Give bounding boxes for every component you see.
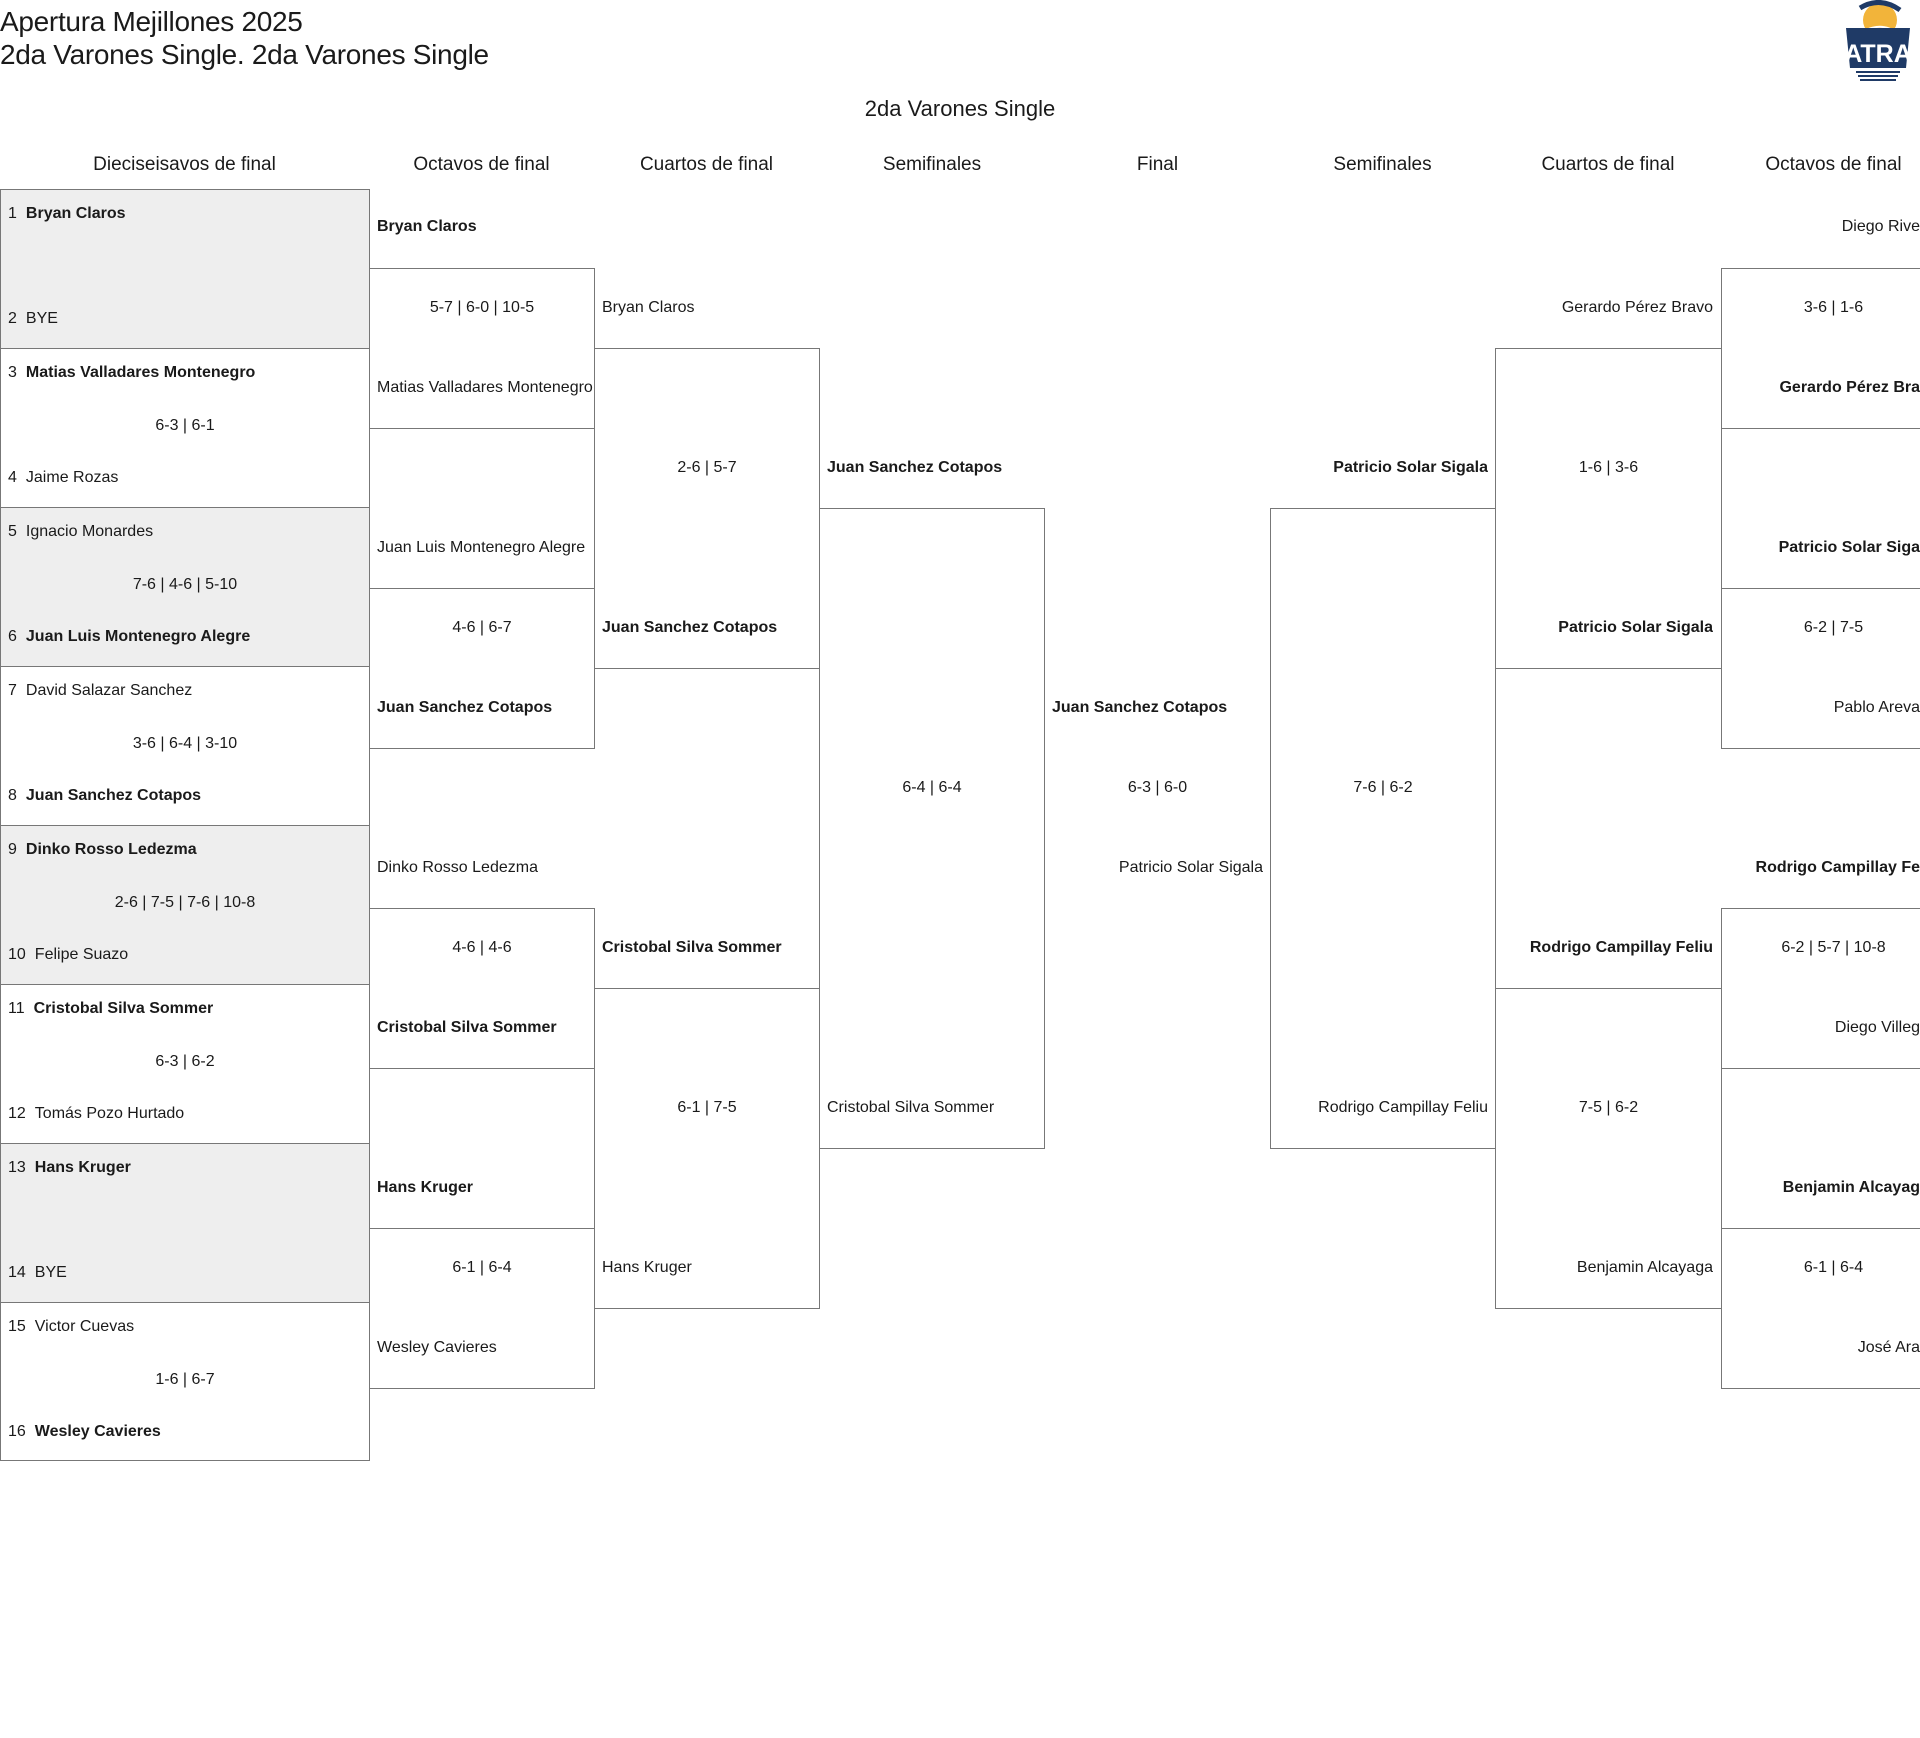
r32-m6-player2[interactable]: 12 Tomás Pozo Hurtado [8,1105,185,1122]
r32-m4-score: 3-6 | 6-4 | 3-10 [132,735,238,752]
r16-right-m2-score: 6-2 | 7-5 [1803,619,1864,636]
final-score: 6-3 | 6-0 [1127,779,1188,796]
r16-left-m3-player1[interactable]: Dinko Rosso Ledezma [377,859,538,876]
r16-left-match-3 [369,908,595,1069]
r16-left-m2-player2[interactable]: Juan Sanchez Cotapos [377,699,553,716]
r16-right-match-1 [1721,268,1920,429]
sf-right-player2[interactable]: Rodrigo Campillay Feliu [1318,1099,1488,1116]
r16-left-m4-player1[interactable]: Hans Kruger [377,1179,474,1196]
qf-right-m1-player1[interactable]: Gerardo Pérez Bravo [1561,299,1713,316]
r16-left-m2-score: 4-6 | 6-7 [452,619,512,636]
r32-m8-player1[interactable]: 15 Victor Cuevas [8,1318,135,1335]
qf-right-m1-player2[interactable]: Patricio Solar Sigala [1558,619,1713,636]
r32-m5-player2[interactable]: 10 Felipe Suazo [8,946,129,963]
r16-left-match-1 [369,268,595,429]
r32-m4-player2[interactable]: 8 Juan Sanchez Cotapos [8,787,202,804]
r32-m4-player1[interactable]: 7 David Salazar Sanchez [8,682,193,699]
r16-left-match-2 [369,588,595,749]
round-header-sf-left: Semifinales [882,154,982,175]
final-player1[interactable]: Juan Sanchez Cotapos [1052,699,1228,716]
qf-right-m2-player2[interactable]: Benjamin Alcayaga [1576,1259,1713,1276]
qf-right-m1-score: 1-6 | 3-6 [1578,459,1639,476]
sf-left-player2[interactable]: Cristobal Silva Sommer [827,1099,995,1116]
round-header-sf-right: Semifinales [1333,154,1432,175]
qf-left-m2-score: 6-1 | 7-5 [677,1099,737,1116]
qf-left-m1-score: 2-6 | 5-7 [677,459,737,476]
qf-left-m1-player2[interactable]: Juan Sanchez Cotapos [602,619,778,636]
category-title: 2da Varones Single. 2da Varones Single [0,39,489,70]
r16-left-m3-score: 4-6 | 4-6 [452,939,512,956]
r32-m5-player1[interactable]: 9 Dinko Rosso Ledezma [8,841,197,858]
r16-right-match-3 [1721,908,1920,1069]
qf-right-m2-player1[interactable]: Rodrigo Campillay Feliu [1529,939,1713,956]
r16-left-m4-score: 6-1 | 6-4 [452,1259,512,1276]
final-player2[interactable]: Patricio Solar Sigala [1118,859,1263,876]
r32-m7-player1[interactable]: 13 Hans Kruger [8,1159,131,1176]
r32-m3-player2[interactable]: 6 Juan Luis Montenegro Alegre [8,628,251,645]
round-header-r16-right: Octavos de final [1765,154,1902,175]
qf-right-m2-score: 7-5 | 6-2 [1578,1099,1639,1116]
r16-left-m1-player1[interactable]: Bryan Claros [377,218,477,235]
r32-m3-player1[interactable]: 5 Ignacio Monardes [8,523,154,540]
atra-logo [1840,0,1916,84]
r32-m5-score: 2-6 | 7-5 | 7-6 | 10-8 [114,894,256,911]
r16-left-m1-score: 5-7 | 6-0 | 10-5 [429,299,535,316]
r16-right-m4-player2[interactable]: José Ara [1857,1339,1920,1356]
r32-m7-player2[interactable]: 14 BYE [8,1264,67,1281]
r32-m1-player2[interactable]: 2 BYE [8,310,58,327]
round-header-qf-left: Cuartos de final [639,154,774,175]
r32-m3-score: 7-6 | 4-6 | 5-10 [132,576,238,593]
r32-m8-score: 1-6 | 6-7 [155,1371,215,1388]
r16-right-m1-player2[interactable]: Gerardo Pérez Bra [1779,379,1920,396]
round-header-qf-right: Cuartos de final [1541,154,1675,175]
r16-left-m4-player2[interactable]: Wesley Cavieres [377,1339,497,1356]
r16-left-m3-player2[interactable]: Cristobal Silva Sommer [377,1019,557,1036]
r16-right-m4-player1[interactable]: Benjamin Alcayag [1782,1179,1920,1196]
r16-right-m3-score: 6-2 | 5-7 | 10-8 [1781,939,1886,956]
tournament-title: Apertura Mejillones 2025 [0,6,303,37]
bracket-title: 2da Varones Single [864,96,1056,121]
r16-right-match-2 [1721,588,1920,749]
round-header-final: Final [1136,154,1179,175]
r16-right-m2-player2[interactable]: Pablo Areva [1833,699,1920,716]
r32-m8-player2[interactable]: 16 Wesley Cavieres [8,1423,161,1440]
svg-text:ATRA: ATRA [1844,40,1912,68]
sf-left-match [819,508,1045,1149]
r32-m2-score: 6-3 | 6-1 [155,417,215,434]
sf-left-score: 6-4 | 6-4 [902,779,962,796]
r16-right-m3-player2[interactable]: Diego Villeg [1834,1019,1920,1036]
r16-right-match-4 [1721,1228,1920,1389]
r16-left-match-4 [369,1228,595,1389]
sf-left-player1[interactable]: Juan Sanchez Cotapos [827,459,1003,476]
sf-right-match [1270,508,1496,1149]
r16-right-m3-player1[interactable]: Rodrigo Campillay Fe [1755,859,1920,876]
r32-m6-player1[interactable]: 11 Cristobal Silva Sommer [8,1000,214,1017]
qf-left-m2-player2[interactable]: Hans Kruger [602,1259,692,1276]
r32-m1-player1[interactable]: 1 Bryan Claros [8,205,126,222]
r16-left-m2-player1[interactable]: Juan Luis Montenegro Alegre [377,539,586,556]
r32-m2-player2[interactable]: 4 Jaime Rozas [8,469,119,486]
r16-left-m1-player2[interactable]: Matias Valladares Montenegro [377,379,593,396]
r16-right-m4-score: 6-1 | 6-4 [1803,1259,1864,1276]
r32-m2-player1[interactable]: 3 Matias Valladares Montenegro [8,364,256,381]
r16-right-m2-player1[interactable]: Patricio Solar Siga [1778,539,1920,556]
sf-right-score: 7-6 | 6-2 [1353,779,1413,796]
sf-right-player1[interactable]: Patricio Solar Sigala [1333,459,1488,476]
qf-left-m1-player1[interactable]: Bryan Claros [602,299,695,316]
round-header-r16-left: Octavos de final [413,154,550,175]
round-header-r32: Dieciseisavos de final [93,154,276,175]
r32-m6-score: 6-3 | 6-2 [155,1053,215,1070]
qf-left-m2-player1[interactable]: Cristobal Silva Sommer [602,939,782,956]
r16-right-m1-player1[interactable]: Diego Rive [1841,218,1920,235]
r16-right-m1-score: 3-6 | 1-6 [1803,299,1864,316]
